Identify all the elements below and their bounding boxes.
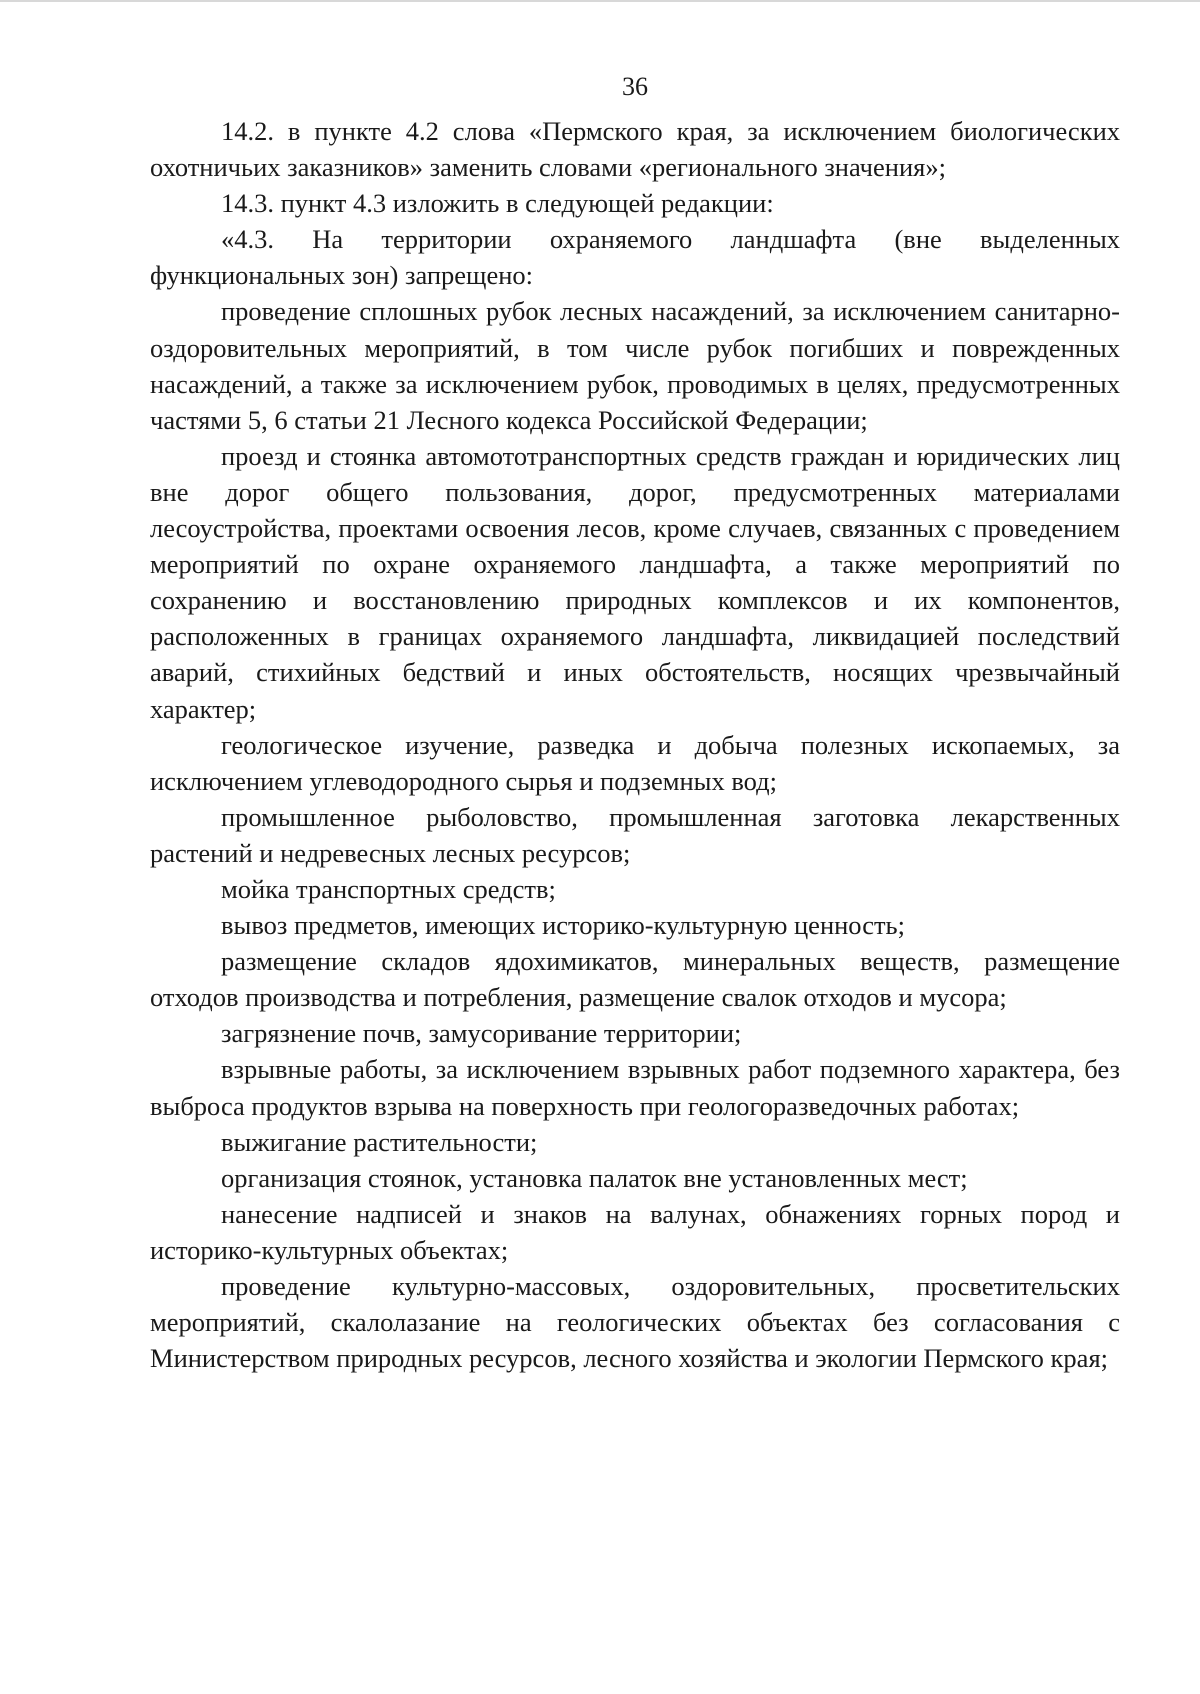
- scan-edge: [0, 0, 1200, 2]
- list-item: проведение сплошных рубок лесных насаждений, за исключением санитарно-оздоровительных мероприятий, в том числе рубок погибших и поврежденных насаждений, а также за исключением рубок, проводимых в целях, предусмотренных частями 5, 6 статьи 21 Лесного кодекса Российской Федерации;: [150, 296, 1120, 435]
- page-number: 36: [622, 72, 648, 101]
- list-item: размещение складов ядохимикатов, минеральных веществ, размещение отходов производства и потребления, размещение свалок отходов и мусора;: [150, 946, 1120, 1013]
- paragraph-14-2: 14.2. в пункте 4.2 слова «Пермского края, за исключением биологических охотничьих заказников» заменить словами «регионального значения»;: [150, 116, 1120, 183]
- list-item: нанесение надписей и знаков на валунах, обнажениях горных пород и историко-культурных объектах;: [150, 1198, 1120, 1265]
- list-item: мойка транспортных средств;: [221, 873, 556, 904]
- list-item: геологическое изучение, разведка и добыча полезных ископаемых, за исключением углеводородного сырья и подземных вод;: [150, 729, 1120, 796]
- list-item: загрязнение почв, замусоривание территории;: [221, 1018, 742, 1049]
- list-item: выжигание растительности;: [221, 1126, 538, 1157]
- paragraph-14-3: 14.3. пункт 4.3 изложить в следующей редакции:: [221, 188, 774, 219]
- list-item: промышленное рыболовство, промышленная заготовка лекарственных растений и недревесных лесных ресурсов;: [150, 801, 1120, 868]
- list-item: взрывные работы, за исключением взрывных работ подземного характера, без выброса продуктов взрыва на поверхность при геологоразведочных работах;: [150, 1054, 1120, 1121]
- list-item: организация стоянок, установка палаток вне установленных мест;: [221, 1162, 968, 1193]
- list-item: проведение культурно-массовых, оздоровительных, просветительских мероприятий, скалолазание на геологических объектах без согласования с Министерством природных ресурсов, лесного хозяйства и экологии Пермского края;: [150, 1271, 1120, 1374]
- paragraph-4-3-intro: «4.3. На территории охраняемого ландшафта (вне выделенных функциональных зон) запрещено:: [150, 224, 1120, 291]
- list-item: вывоз предметов, имеющих историко-культурную ценность;: [221, 910, 906, 941]
- list-item: проезд и стоянка автомототранспортных средств граждан и юридических лиц вне дорог общего пользования, дорог, предусмотренных материалами лесоустройства, проектами освоения лесов, кроме случаев, связанных с проведением мероприятий по охране охраняемого ландшафта, а также мероприятий по сохранению и восстановлению природных комплексов и их компонентов, расположенных в границах охраняемого ландшафта, ликвидацией последствий аварий, стихийных бедствий и иных обстоятельств, носящих чрезвычайный характер;: [150, 440, 1120, 724]
- document-body: [150, 113, 1120, 1376]
